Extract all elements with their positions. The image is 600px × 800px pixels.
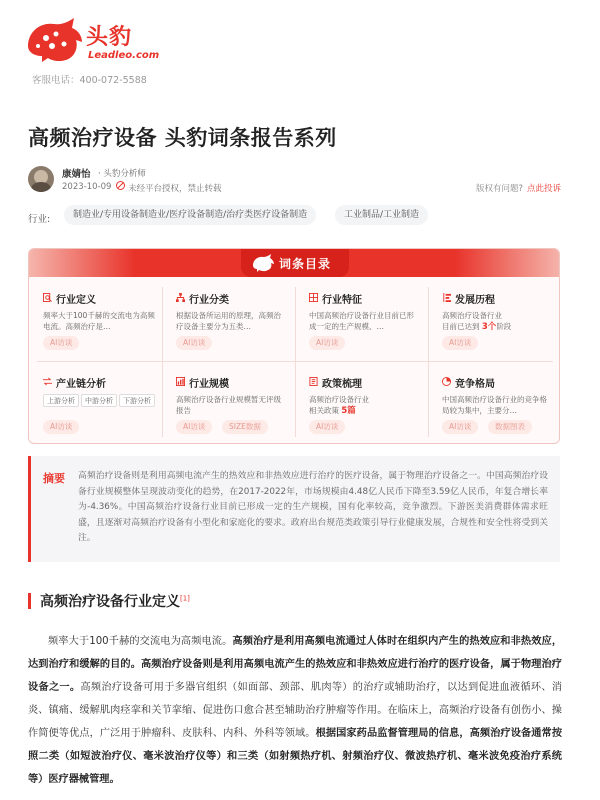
midstream-chip[interactable]: 中游分析: [81, 394, 117, 407]
reference-mark[interactable]: [1]: [180, 594, 190, 603]
document-icon: [309, 377, 318, 386]
directory-item-desc: 中国高频治疗设备行业的竞争格局较为集中，主要分…: [442, 395, 547, 415]
directory-item-title: 产业链分析: [56, 379, 106, 390]
directory-item-desc: 中国高频治疗设备行业目前已形成一定的生产规模、…: [309, 311, 414, 331]
author-role: · 头豹分析师: [98, 169, 146, 179]
logo-text: 头豹: [86, 25, 133, 50]
logo-url: Leadleo.com: [88, 50, 160, 61]
customer-hotline: 客服电话：400-072-5588: [32, 75, 147, 86]
brand-logo[interactable]: [24, 16, 224, 76]
ai-interview-pill[interactable]: AI访谈: [43, 336, 79, 350]
ai-interview-pill[interactable]: AI访谈: [442, 336, 478, 350]
bar-chart-icon: [176, 377, 185, 386]
summary-box: [28, 456, 560, 562]
directory-item-classification[interactable]: [162, 279, 295, 359]
stage-count: 3个: [481, 322, 497, 332]
ai-interview-pill[interactable]: AI访谈: [309, 420, 345, 434]
summary-text: 高频治疗设备则是利用高频电流产生的热效应和非热效应进行治疗的医疗设备，属于物理治疗设备之一。中国高频治疗设备行业规模整体呈现波动变化的趋势，在2017-2022年，市场规模由4.48亿人民币下降至3.59亿人民币，年复合增长率为-4.36%。中国高频治疗设备行业目前已形成一定的生产规模，国有化率较高，竞争激烈。下游医美消费群体需求旺盛，且逐渐对高频治疗设备有小型化和家庭化的要求。政府出台规范类政策引导行业健康发展，合规性和安全性将受到关注。: [78, 471, 548, 543]
directory-item-title: 行业规模: [189, 379, 229, 390]
directory-item-title: 政策梳理: [322, 379, 362, 390]
ai-interview-pill[interactable]: AI访谈: [176, 420, 212, 434]
directory-item-title: 发展历程: [455, 295, 495, 306]
directory-item-title: 行业分类: [189, 295, 229, 306]
directory-title: 词条目录: [279, 257, 332, 271]
directory-item-desc: 高频治疗设备行业规模暂无评级报告: [176, 395, 281, 415]
data-chart-pill[interactable]: 数据图表: [488, 420, 532, 434]
directory-item-desc: 根据设备所运用的原理，高频治疗设备主要分为五类…: [176, 311, 281, 331]
search-doc-icon: [43, 293, 52, 302]
chain-arrows-icon: [43, 377, 52, 386]
grid-icon: [309, 293, 318, 302]
industry-label: 行业:: [28, 214, 51, 225]
complaint-link[interactable]: 点此投诉: [527, 184, 562, 194]
directory-item-definition[interactable]: [29, 279, 162, 359]
directory-card: [28, 248, 560, 444]
ai-interview-pill[interactable]: AI访谈: [176, 336, 212, 350]
authorization-notice: 未经平台授权，禁止转载: [128, 184, 222, 194]
section-accent-bar: [28, 593, 31, 609]
directory-item-title: 竞争格局: [455, 379, 495, 390]
directory-item-desc: 高频治疗设备行业 目前已达到 3个阶段: [442, 311, 512, 332]
size-data-pill[interactable]: SIZE数据: [222, 420, 268, 434]
downstream-chip[interactable]: 下游分析: [119, 394, 155, 407]
directory-item-title: 行业特征: [322, 295, 362, 306]
ai-interview-pill[interactable]: AI访谈: [309, 336, 345, 350]
industry-tag[interactable]: 制造业/专用设备制造业/医疗设备制造/治疗类医疗设备制造: [64, 205, 316, 225]
author-avatar: [28, 166, 54, 192]
directory-item-policy[interactable]: [295, 363, 428, 443]
section-body: 频率大于100千赫的交流电为高频电流。高频治疗是利用高频电流通过人体时在组织内产生的热效应和非热效应，达到治疗和缓解的目的。高频治疗设备则是利用高频电流产生的热效应和非热效应进行治疗的医疗设备，属于物理治疗设备之一。高频治疗设备可用于多器官组织（如面部、颈部、肌肉等）的治疗或辅助治疗，以达到促进血液循环、消炎、镇痛、缓解肌肉痉挛和关节挛缩、促进伤口愈合甚至辅助治疗肿瘤等作用。在临床上，高频治疗设备有创伤小、操作简便等优点，广泛用于肿瘤科、皮肤科、内科、外科等领域。根据国家药品监督管理局的信息，高频治疗设备通常按照二类（如短波治疗仪、毫米波治疗仪等）和三类（如射频热疗机、射频治疗仪、微波热疗机、毫米波免疫治疗系统等）医疗器械管理。: [28, 636, 563, 785]
leopard-logo-icon: [24, 16, 86, 66]
upstream-chip[interactable]: 上游分析: [43, 394, 79, 407]
ai-interview-pill[interactable]: AI访谈: [43, 420, 79, 434]
publish-date: 2023-10-09: [62, 182, 112, 192]
leopard-icon: [251, 254, 275, 272]
directory-item-desc: 频率大于100千赫的交流电为高频电流。高频治疗是…: [43, 311, 155, 331]
page-title: 高频治疗设备 头豹词条报告系列: [28, 126, 337, 150]
section-title: 高频治疗设备行业定义[1]: [40, 594, 190, 610]
directory-item-features[interactable]: [295, 279, 428, 359]
timeline-icon: [442, 293, 451, 302]
copyright-question: 版权有问题?: [476, 184, 524, 194]
policy-count: 5篇: [341, 406, 356, 416]
industry-tag[interactable]: 工业制品/工业制造: [335, 205, 428, 225]
directory-item-scale[interactable]: [162, 363, 295, 443]
directory-item-chain[interactable]: [29, 363, 162, 443]
pie-chart-icon: [442, 377, 451, 386]
directory-item-title: 行业定义: [56, 295, 96, 306]
summary-label: 摘要: [43, 472, 65, 485]
prohibited-icon: [116, 181, 125, 190]
directory-item-competition[interactable]: [428, 363, 560, 443]
author-name[interactable]: 康婧怡: [62, 169, 91, 180]
directory-item-history[interactable]: [428, 279, 560, 359]
hierarchy-icon: [176, 293, 185, 302]
ai-interview-pill[interactable]: AI访谈: [442, 420, 478, 434]
directory-item-desc: 高频治疗设备行业 相关政策 5篇: [309, 395, 369, 416]
